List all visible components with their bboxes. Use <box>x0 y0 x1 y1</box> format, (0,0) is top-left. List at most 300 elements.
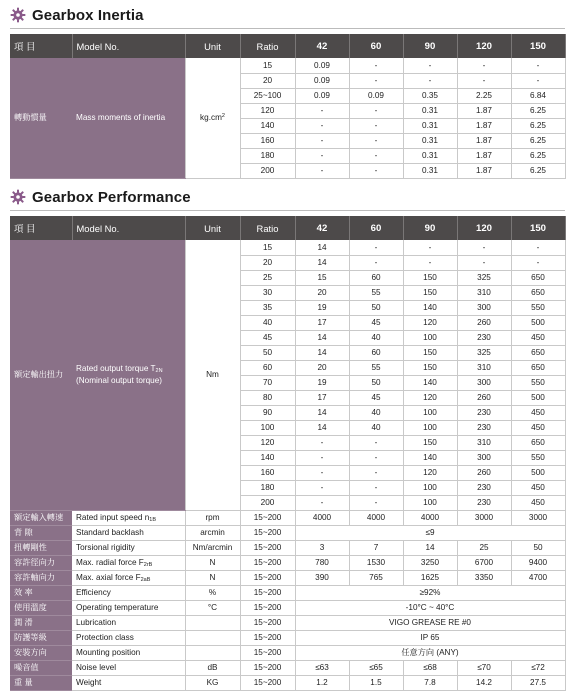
value-cell: - <box>295 450 349 465</box>
gear-icon <box>10 7 26 23</box>
ratio-cell: 60 <box>240 360 295 375</box>
value-cell: 140 <box>403 300 457 315</box>
value-cell: 450 <box>511 405 565 420</box>
value-cell: - <box>295 163 349 178</box>
value-cell: 260 <box>457 315 511 330</box>
ratio-cell: 15 <box>240 240 295 255</box>
torque-en-line1 <box>76 364 185 374</box>
value-cell: 60 <box>349 270 403 285</box>
value-cell: 0.09 <box>295 73 349 88</box>
value-cell: - <box>457 58 511 73</box>
param-en-label <box>72 570 185 585</box>
value-cell: 260 <box>457 465 511 480</box>
param-en-label <box>72 630 185 645</box>
param-zh-label: 使用溫度 <box>10 600 72 615</box>
value-cell: ≤72 <box>511 660 565 675</box>
inertia-header-row <box>10 34 565 58</box>
param-en-text: Rated input speed n <box>76 512 150 522</box>
value-cell: 0.09 <box>295 88 349 103</box>
unit-cell: N <box>185 555 240 570</box>
subscript: 2aB <box>140 576 151 583</box>
param-en-label <box>72 525 185 540</box>
value-cell: 17 <box>295 315 349 330</box>
value-cell: - <box>349 58 403 73</box>
value-cell: - <box>349 148 403 163</box>
value-cell: 150 <box>403 360 457 375</box>
value-cell: 120 <box>403 390 457 405</box>
performance-title-rule <box>10 210 565 211</box>
value-cell: - <box>349 103 403 118</box>
value-cell: 50 <box>349 300 403 315</box>
value-cell: - <box>295 133 349 148</box>
unit-cell: N <box>185 570 240 585</box>
header-size-120: 120 <box>457 216 511 240</box>
performance-section <box>10 186 565 691</box>
header-size-150: 150 <box>511 34 565 58</box>
value-cell: - <box>295 118 349 133</box>
value-cell: - <box>349 133 403 148</box>
value-cell: 230 <box>457 480 511 495</box>
value-cell: 450 <box>511 480 565 495</box>
spanned-value-cell: VIGO GREASE RE #0 <box>295 615 565 630</box>
value-cell: 14.2 <box>457 675 511 690</box>
inertia-section <box>10 4 565 179</box>
param-zh-label: 額定輸入轉速 <box>10 510 72 525</box>
value-cell: 20 <box>295 360 349 375</box>
inertia-title: Gearbox Inertia <box>32 6 144 24</box>
param-en-text: Weight <box>76 678 102 687</box>
param-zh-label: 容許徑向力 <box>10 555 72 570</box>
value-cell: 6.84 <box>511 88 565 103</box>
ratio-cell: 15~200 <box>240 585 295 600</box>
ratio-cell: 45 <box>240 330 295 345</box>
value-cell: 7 <box>349 540 403 555</box>
value-cell: 14 <box>403 540 457 555</box>
value-cell: 150 <box>403 345 457 360</box>
value-cell: 6.25 <box>511 103 565 118</box>
value-cell: 310 <box>457 435 511 450</box>
value-cell: 230 <box>457 420 511 435</box>
value-cell: 120 <box>403 465 457 480</box>
value-cell: 14 <box>295 420 349 435</box>
ratio-cell: 180 <box>240 148 295 163</box>
value-cell: 1625 <box>403 570 457 585</box>
header-size-90: 90 <box>403 216 457 240</box>
value-cell: - <box>511 58 565 73</box>
value-cell: - <box>349 163 403 178</box>
value-cell: 0.35 <box>403 88 457 103</box>
value-cell: 120 <box>403 315 457 330</box>
value-cell: 15 <box>295 270 349 285</box>
value-cell: 40 <box>349 330 403 345</box>
value-cell: - <box>295 495 349 510</box>
param-en-text: Max. radial force F <box>76 557 144 567</box>
value-cell: 50 <box>511 540 565 555</box>
table-row <box>10 645 565 660</box>
param-en-label: Mass moments of inertia <box>72 58 185 178</box>
value-cell: 450 <box>511 330 565 345</box>
value-cell: 1.87 <box>457 118 511 133</box>
value-cell: 3 <box>295 540 349 555</box>
ratio-cell: 25 <box>240 270 295 285</box>
ratio-cell: 15~200 <box>240 660 295 675</box>
table-row <box>10 675 565 690</box>
value-cell: ≤65 <box>349 660 403 675</box>
value-cell: 0.31 <box>403 148 457 163</box>
value-cell: 150 <box>403 285 457 300</box>
header-item-zh: 項 目 <box>10 34 72 58</box>
value-cell: 310 <box>457 285 511 300</box>
table-row <box>10 600 565 615</box>
unit-cell: Nm/arcmin <box>185 540 240 555</box>
performance-table <box>10 216 566 691</box>
value-cell: 19 <box>295 300 349 315</box>
value-cell: 650 <box>511 270 565 285</box>
value-cell: - <box>295 465 349 480</box>
param-en-label <box>72 585 185 600</box>
value-cell: 27.5 <box>511 675 565 690</box>
value-cell: 6.25 <box>511 163 565 178</box>
ratio-cell: 200 <box>240 495 295 510</box>
value-cell: 4000 <box>403 510 457 525</box>
value-cell: 230 <box>457 330 511 345</box>
ratio-cell: 15~200 <box>240 525 295 540</box>
ratio-cell: 120 <box>240 435 295 450</box>
inertia-table <box>10 34 566 179</box>
param-zh-label: 轉動慣量 <box>10 58 72 178</box>
value-cell: 55 <box>349 285 403 300</box>
param-en-label <box>72 675 185 690</box>
value-cell: - <box>295 480 349 495</box>
param-en-label <box>72 645 185 660</box>
value-cell: 1.5 <box>349 675 403 690</box>
param-zh-label: 防護等級 <box>10 630 72 645</box>
value-cell: - <box>349 465 403 480</box>
param-zh-label: 重 量 <box>10 675 72 690</box>
value-cell: 100 <box>403 405 457 420</box>
ratio-cell: 15~200 <box>240 675 295 690</box>
value-cell: 14 <box>295 240 349 255</box>
ratio-cell: 15~200 <box>240 630 295 645</box>
unit-cell <box>185 615 240 630</box>
value-cell: - <box>457 255 511 270</box>
subscript: 1B <box>149 516 157 523</box>
header-size-120: 120 <box>457 34 511 58</box>
value-cell: 0.31 <box>403 163 457 178</box>
ratio-cell: 180 <box>240 480 295 495</box>
param-en-label <box>72 510 185 525</box>
value-cell: 150 <box>403 270 457 285</box>
value-cell: - <box>349 118 403 133</box>
ratio-cell: 80 <box>240 390 295 405</box>
gear-icon <box>10 189 26 205</box>
ratio-cell: 160 <box>240 133 295 148</box>
table-row <box>10 660 565 675</box>
torque-en-line2: (Nominal output torque) <box>76 376 163 386</box>
param-en-label <box>72 660 185 675</box>
value-cell: 2.25 <box>457 88 511 103</box>
spanned-value-cell: ≥92% <box>295 585 565 600</box>
unit-cell: Nm <box>185 240 240 510</box>
value-cell: 150 <box>403 435 457 450</box>
value-cell: 4700 <box>511 570 565 585</box>
ratio-cell: 15~200 <box>240 570 295 585</box>
header-size-60: 60 <box>349 216 403 240</box>
value-cell: 140 <box>403 450 457 465</box>
unit-cell: rpm <box>185 510 240 525</box>
ratio-cell: 15~200 <box>240 540 295 555</box>
value-cell: 500 <box>511 315 565 330</box>
value-cell: - <box>403 240 457 255</box>
value-cell: 19 <box>295 375 349 390</box>
value-cell: 50 <box>349 375 403 390</box>
header-ratio: Ratio <box>240 216 295 240</box>
ratio-cell: 15 <box>240 58 295 73</box>
param-en-text: Torsional rigidity <box>76 543 135 552</box>
table-row <box>10 540 565 555</box>
inertia-body <box>10 58 565 178</box>
ratio-cell: 90 <box>240 405 295 420</box>
value-cell: 650 <box>511 435 565 450</box>
inertia-title-rule <box>10 28 565 29</box>
value-cell: - <box>349 240 403 255</box>
header-size-150: 150 <box>511 216 565 240</box>
unit-cell <box>185 58 240 178</box>
param-en-text: Standard backlash <box>76 528 144 537</box>
value-cell: 6.25 <box>511 118 565 133</box>
value-cell: - <box>349 495 403 510</box>
header-unit: Unit <box>185 34 240 58</box>
value-cell: 390 <box>295 570 349 585</box>
ratio-cell: 25~100 <box>240 88 295 103</box>
value-cell: 1.87 <box>457 103 511 118</box>
ratio-cell: 20 <box>240 255 295 270</box>
value-cell: 3250 <box>403 555 457 570</box>
param-en-text: Protection class <box>76 633 134 642</box>
value-cell: 1530 <box>349 555 403 570</box>
value-cell: 60 <box>349 345 403 360</box>
value-cell: 20 <box>295 285 349 300</box>
ratio-cell: 15~200 <box>240 600 295 615</box>
value-cell: 17 <box>295 390 349 405</box>
param-en-text: Operating temperature <box>76 603 159 612</box>
value-cell: - <box>295 148 349 163</box>
value-cell: 100 <box>403 330 457 345</box>
unit-cell: °C <box>185 600 240 615</box>
value-cell: 1.87 <box>457 163 511 178</box>
table-row <box>10 555 565 570</box>
value-cell: 6.25 <box>511 133 565 148</box>
ratio-cell: 140 <box>240 450 295 465</box>
value-cell: 550 <box>511 375 565 390</box>
spanned-value-cell: ≤9 <box>295 525 565 540</box>
value-cell: 140 <box>403 375 457 390</box>
ratio-cell: 70 <box>240 375 295 390</box>
header-model: Model No. <box>72 216 185 240</box>
header-unit: Unit <box>185 216 240 240</box>
table-row <box>10 570 565 585</box>
value-cell: 6700 <box>457 555 511 570</box>
value-cell: 0.09 <box>295 58 349 73</box>
value-cell: 300 <box>457 300 511 315</box>
unit-cell: % <box>185 585 240 600</box>
param-en-label <box>72 555 185 570</box>
param-zh-label: 噪音值 <box>10 660 72 675</box>
param-en-text: Mounting position <box>76 648 141 657</box>
value-cell: 1.2 <box>295 675 349 690</box>
ratio-cell: 100 <box>240 420 295 435</box>
value-cell: - <box>295 103 349 118</box>
value-cell: 450 <box>511 495 565 510</box>
header-size-42: 42 <box>295 216 349 240</box>
header-size-60: 60 <box>349 34 403 58</box>
ratio-cell: 15~200 <box>240 510 295 525</box>
ratio-cell: 20 <box>240 73 295 88</box>
value-cell: 100 <box>403 495 457 510</box>
value-cell: 55 <box>349 360 403 375</box>
torque-zh-label: 額定輸出扭力 <box>10 240 72 510</box>
param-en-text: Max. axial force F <box>76 572 141 582</box>
param-en-text: Lubrication <box>76 618 117 627</box>
value-cell: 230 <box>457 495 511 510</box>
value-cell: ≤70 <box>457 660 511 675</box>
value-cell: 0.31 <box>403 133 457 148</box>
value-cell: - <box>349 255 403 270</box>
value-cell: 14 <box>295 330 349 345</box>
value-cell: - <box>403 73 457 88</box>
param-zh-label: 扭轉剛性 <box>10 540 72 555</box>
subscript: 2rB <box>143 561 153 568</box>
value-cell: 100 <box>403 420 457 435</box>
value-cell: 25 <box>457 540 511 555</box>
table-row <box>10 585 565 600</box>
spanned-value-cell: 任意方向 (ANY) <box>295 645 565 660</box>
performance-heading <box>10 186 565 208</box>
value-cell: 500 <box>511 465 565 480</box>
value-cell: - <box>295 435 349 450</box>
value-cell: 650 <box>511 285 565 300</box>
unit-cell: dB <box>185 660 240 675</box>
param-zh-label: 背 隙 <box>10 525 72 540</box>
ratio-cell: 200 <box>240 163 295 178</box>
unit-base: kg.cm <box>200 113 222 123</box>
value-cell: 6.25 <box>511 148 565 163</box>
param-zh-label: 潤 滑 <box>10 615 72 630</box>
value-cell: 0.09 <box>349 88 403 103</box>
value-cell: 1.87 <box>457 148 511 163</box>
value-cell: 325 <box>457 270 511 285</box>
value-cell: 0.31 <box>403 118 457 133</box>
value-cell: 3000 <box>457 510 511 525</box>
param-zh-label: 效 率 <box>10 585 72 600</box>
value-cell: 650 <box>511 345 565 360</box>
unit-cell: KG <box>185 675 240 690</box>
header-size-42: 42 <box>295 34 349 58</box>
value-cell: 450 <box>511 420 565 435</box>
header-size-90: 90 <box>403 34 457 58</box>
performance-header-row <box>10 216 565 240</box>
value-cell: 300 <box>457 375 511 390</box>
table-row <box>10 58 565 73</box>
value-cell: 14 <box>295 345 349 360</box>
value-cell: 14 <box>295 405 349 420</box>
value-cell: - <box>349 480 403 495</box>
value-cell: 4000 <box>349 510 403 525</box>
torque-en-label <box>72 240 185 510</box>
performance-title: Gearbox Performance <box>32 188 191 206</box>
value-cell: - <box>457 73 511 88</box>
value-cell: 300 <box>457 450 511 465</box>
ratio-cell: 50 <box>240 345 295 360</box>
param-zh-label: 容許軸向力 <box>10 570 72 585</box>
value-cell: 650 <box>511 360 565 375</box>
param-en-text: Efficiency <box>76 588 111 597</box>
unit-cell <box>185 645 240 660</box>
value-cell: 7.8 <box>403 675 457 690</box>
value-cell: - <box>403 255 457 270</box>
ratio-cell: 140 <box>240 118 295 133</box>
ratio-cell: 15~200 <box>240 555 295 570</box>
value-cell: - <box>349 73 403 88</box>
ratio-cell: 120 <box>240 103 295 118</box>
value-cell: 765 <box>349 570 403 585</box>
table-row <box>10 240 565 255</box>
value-cell: - <box>457 240 511 255</box>
header-item-zh: 項 目 <box>10 216 72 240</box>
value-cell: 1.87 <box>457 133 511 148</box>
value-cell: - <box>511 255 565 270</box>
ratio-cell: 40 <box>240 315 295 330</box>
ratio-cell: 15~200 <box>240 615 295 630</box>
performance-body <box>10 240 565 690</box>
subscript: 2N <box>155 368 163 375</box>
param-en-label <box>72 615 185 630</box>
value-cell: 550 <box>511 300 565 315</box>
value-cell: 3000 <box>511 510 565 525</box>
header-ratio: Ratio <box>240 34 295 58</box>
spanned-value-cell: -10°C ~ 40°C <box>295 600 565 615</box>
header-model: Model No. <box>72 34 185 58</box>
param-en-label <box>72 600 185 615</box>
value-cell: - <box>403 58 457 73</box>
table-row <box>10 630 565 645</box>
torque-en-text: Rated output torque T <box>76 364 156 374</box>
value-cell: - <box>511 73 565 88</box>
value-cell: 550 <box>511 450 565 465</box>
unit-cell <box>185 630 240 645</box>
table-row <box>10 510 565 525</box>
value-cell: 45 <box>349 315 403 330</box>
value-cell: - <box>349 435 403 450</box>
unit-cell: arcmin <box>185 525 240 540</box>
value-cell: 40 <box>349 405 403 420</box>
value-cell: 4000 <box>295 510 349 525</box>
ratio-cell: 15~200 <box>240 645 295 660</box>
param-en-text: Noise level <box>76 663 117 672</box>
spanned-value-cell: IP 65 <box>295 630 565 645</box>
ratio-cell: 35 <box>240 300 295 315</box>
value-cell: 100 <box>403 480 457 495</box>
value-cell: - <box>511 240 565 255</box>
value-cell: 14 <box>295 255 349 270</box>
value-cell: 780 <box>295 555 349 570</box>
value-cell: 325 <box>457 345 511 360</box>
value-cell: ≤68 <box>403 660 457 675</box>
value-cell: 45 <box>349 390 403 405</box>
value-cell: 260 <box>457 390 511 405</box>
unit-superscript: 2 <box>221 113 225 120</box>
value-cell: ≤63 <box>295 660 349 675</box>
